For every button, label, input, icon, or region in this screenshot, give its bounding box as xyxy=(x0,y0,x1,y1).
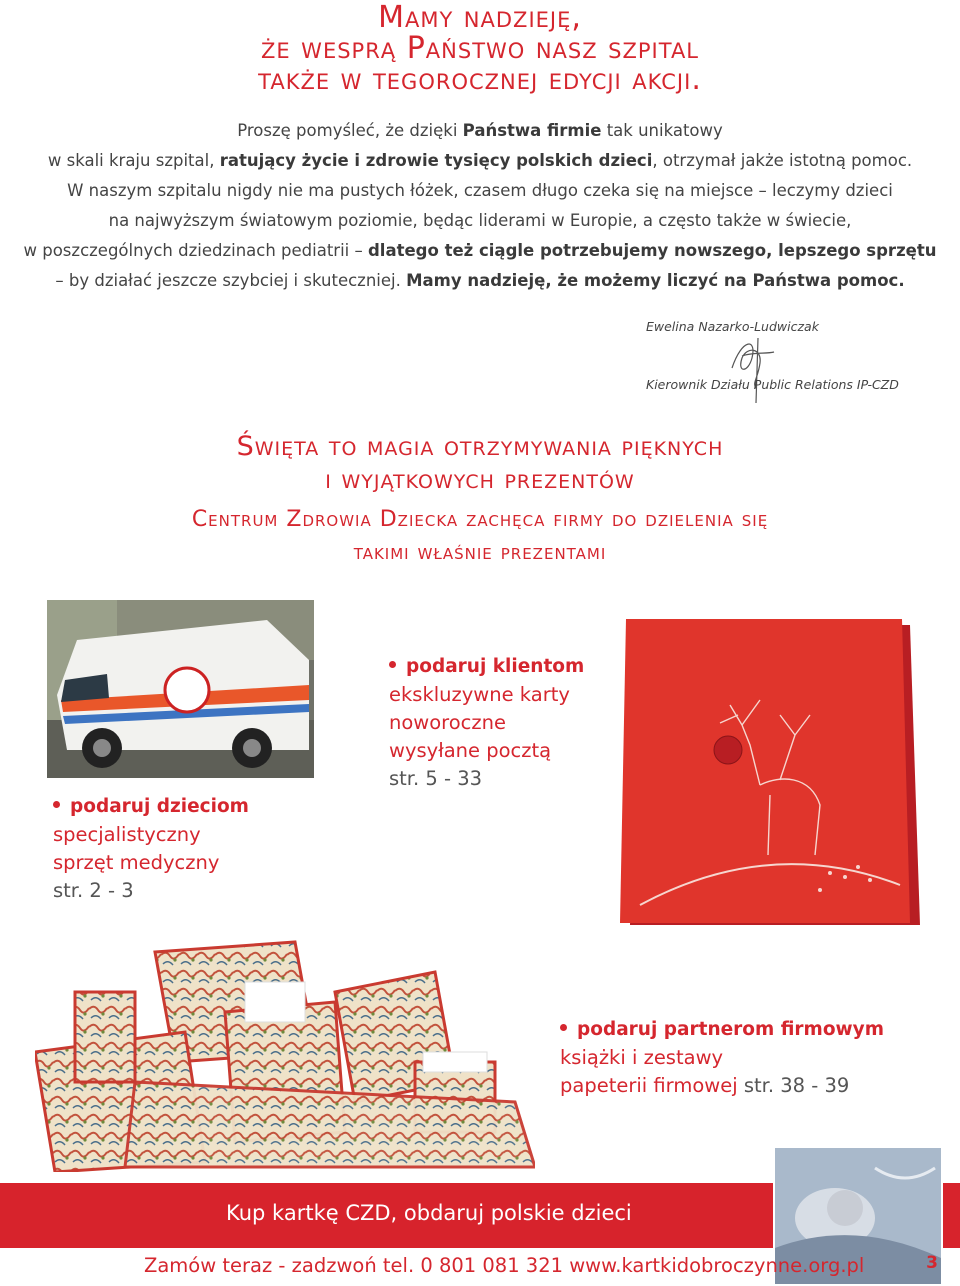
gift-partners-pages: str. 38 - 39 xyxy=(743,1074,850,1097)
signatory-name: Ewelina Nazarko-Ludwiczak xyxy=(646,319,819,334)
stationery-set-photo xyxy=(35,932,535,1172)
gift-clients-desc1: ekskluzywne karty xyxy=(389,683,570,706)
gift-clients-title xyxy=(389,652,584,681)
text-bold: Mamy nadzieję, że możemy liczyć na Państwa pomoc. xyxy=(406,271,905,290)
intro-heading-line3: także w tegorocznej edycji akcji. xyxy=(258,62,702,97)
gifts-heading xyxy=(0,430,960,496)
text-run: , otrzymał jakże istotną pomoc. xyxy=(652,151,913,170)
gifts-heading-line1: Święta to magia otrzymywania pięknych xyxy=(236,431,724,462)
gift-partners-desc2 xyxy=(560,1072,884,1100)
appeal-line4: na najwyższym światowym poziomie, będąc liderami w Europie, a często także w świecie, xyxy=(108,211,852,230)
text-run: w skali kraju szpital, xyxy=(47,151,220,170)
appeal-line1 xyxy=(20,116,940,146)
appeal-paragraph xyxy=(20,116,940,296)
gifts-heading-line2: i wyjątkowych prezentów xyxy=(325,464,635,495)
intro-heading-line1: Mamy nadzieję, xyxy=(378,0,582,35)
text-run: papeterii firmowej xyxy=(560,1074,744,1097)
text-run: Proszę pomyśleć, że dzięki xyxy=(237,121,463,140)
appeal-line6 xyxy=(20,266,940,296)
bullet-icon xyxy=(53,801,60,808)
intro-heading-line2: że wesprą Państwo nasz szpital xyxy=(260,31,700,66)
gift-clients-title-text: podaruj klientom xyxy=(406,656,585,677)
text-bold: Państwa firmie xyxy=(462,121,602,140)
gift-partners-title xyxy=(560,1015,884,1044)
footer-slogan: Kup kartkę CZD, obdaruj polskie dzieci xyxy=(226,1201,632,1225)
gift-clients xyxy=(389,652,584,793)
appeal-line2 xyxy=(20,146,940,176)
text-bold: dlatego też ciągle potrzebujemy nowszego, lepszego sprzętu xyxy=(368,241,937,260)
gift-children-desc2: sprzęt medyczny xyxy=(53,851,220,874)
gift-partners-title-text: podaruj partnerom firmowym xyxy=(577,1019,884,1040)
gift-clients-desc3: wysyłane pocztą xyxy=(389,739,552,762)
text-run: w poszczególnych dziedzinach pediatrii – xyxy=(23,241,368,260)
order-contact-line: Zamów teraz - zadzwoń tel. 0 801 081 321 www.kartkidobroczynne.org.pl xyxy=(144,1254,865,1277)
bullet-icon xyxy=(389,661,396,668)
gift-children-pages: str. 2 - 3 xyxy=(53,879,134,902)
gift-partners xyxy=(560,1015,884,1100)
christmas-card-photo xyxy=(620,605,932,930)
bullet-icon xyxy=(560,1024,567,1031)
appeal-line3: W naszym szpitalu nigdy nie ma pustych łóżek, czasem długo czeka się na miejsce – leczymy dzieci xyxy=(67,181,893,200)
gifts-subheading-line2: takimi właśnie prezentami xyxy=(353,540,607,565)
gifts-subheading xyxy=(0,503,960,569)
page-number: 3 xyxy=(926,1253,938,1273)
handwritten-signature xyxy=(722,328,792,408)
text-bold: ratujący życie i zdrowie tysięcy polskich dzieci xyxy=(219,151,653,170)
signatory-role: Kierownik Działu Public Relations IP-CZD xyxy=(646,377,899,392)
gift-children-desc1: specjalistyczny xyxy=(53,823,201,846)
gift-children xyxy=(53,792,249,905)
gifts-subheading-line1: Centrum Zdrowia Dziecka zachęca firmy do dzielenia się xyxy=(191,507,769,532)
gift-children-title-text: podaruj dzieciom xyxy=(70,796,249,817)
gift-clients-desc2: noworoczne xyxy=(389,711,506,734)
ambulance-photo xyxy=(47,600,314,778)
text-run: tak unikatowy xyxy=(601,121,723,140)
gift-children-title xyxy=(53,792,249,821)
gift-clients-pages: str. 5 - 33 xyxy=(389,767,483,790)
gift-partners-desc1: książki i zestawy xyxy=(560,1046,724,1069)
appeal-line5 xyxy=(20,236,940,266)
intro-heading xyxy=(0,2,960,95)
text-run: – by działać jeszcze szybciej i skuteczniej. xyxy=(55,271,407,290)
